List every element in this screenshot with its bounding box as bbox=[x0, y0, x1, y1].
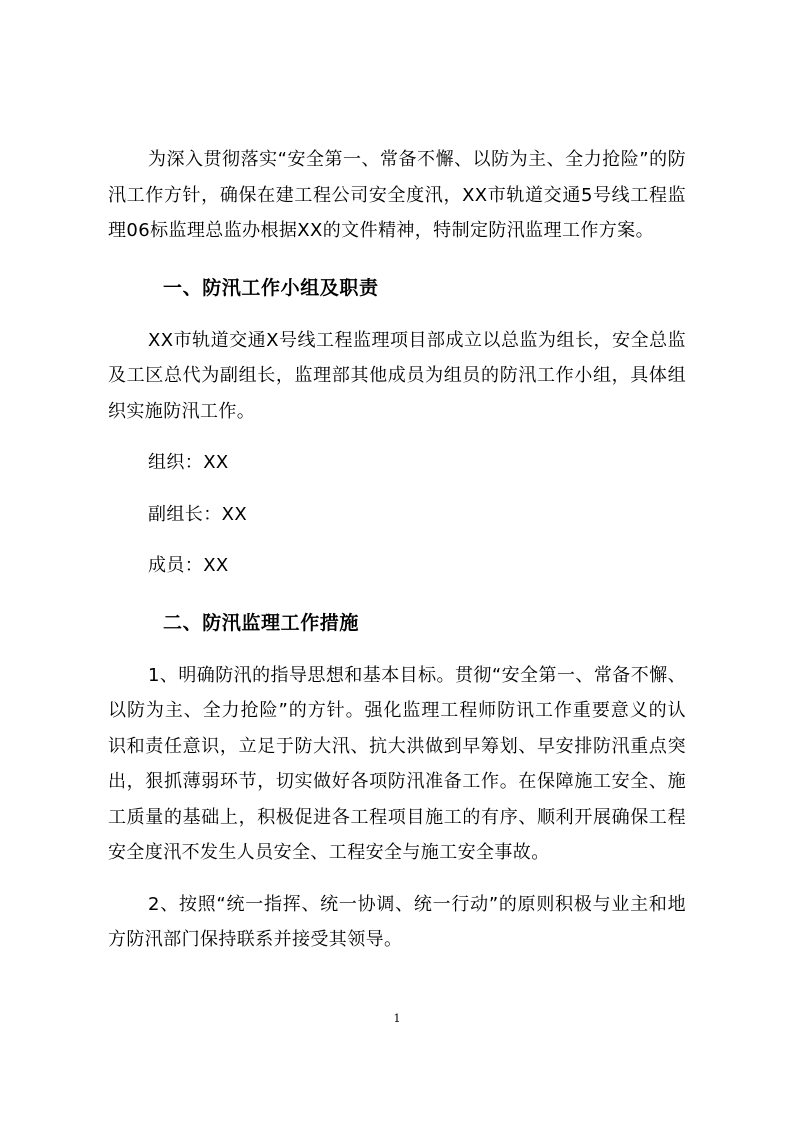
team-leader-line: 组织：XX bbox=[148, 452, 229, 473]
team-members-line: 成员：XX bbox=[148, 555, 229, 576]
section-1-heading: 一、防汛工作小组及职责 bbox=[163, 276, 379, 299]
page-number: 1 bbox=[393, 1012, 401, 1025]
intro-paragraph: 为深入贯彻落实“安全第一、常备不懈、以防为主、全力抢险”的防汛工作方针，确保在建工程公司安全度汛，XX市轨道交通5号线工程监理06标监理总监办根据XX的文件精神，特制定防汛监理工作方案。 bbox=[108, 149, 686, 241]
section-1-paragraph: XX市轨道交通X号线工程监理项目部成立以总监为组长，安全总监及工区总代为副组长，监理部其他成员为组员的防汛工作小组，具体组织实施防汛工作。 bbox=[108, 329, 686, 422]
measure-item-1: 1、明确防汛的指导思想和基本目标。贯彻“安全第一、常备不懈、以防为主、全力抢险”的方针。强化监理工程师防讯工作重要意义的认识和责任意识，立足于防大汛、抗大洪做到早筹划、早安排防汛重点突出，狠抓薄弱环节，切实做好各项防汛准备工作。在保障施工安全、施工质量的基础上，积极促进各工程项目施工的有序、顺利开展确保工程安全度汛不发生人员安全、工程安全与施工安全事故。 bbox=[108, 664, 686, 863]
measure-item-2: 2、按照“统一指挥、统一协调、统一行动”的原则积极与业主和地方防汛部门保持联系并接受其领导。 bbox=[108, 893, 686, 950]
document-body bbox=[108, 142, 686, 958]
section-2-heading: 二、防汛监理工作措施 bbox=[163, 611, 360, 634]
team-deputy-line: 副组长：XX bbox=[148, 503, 248, 525]
